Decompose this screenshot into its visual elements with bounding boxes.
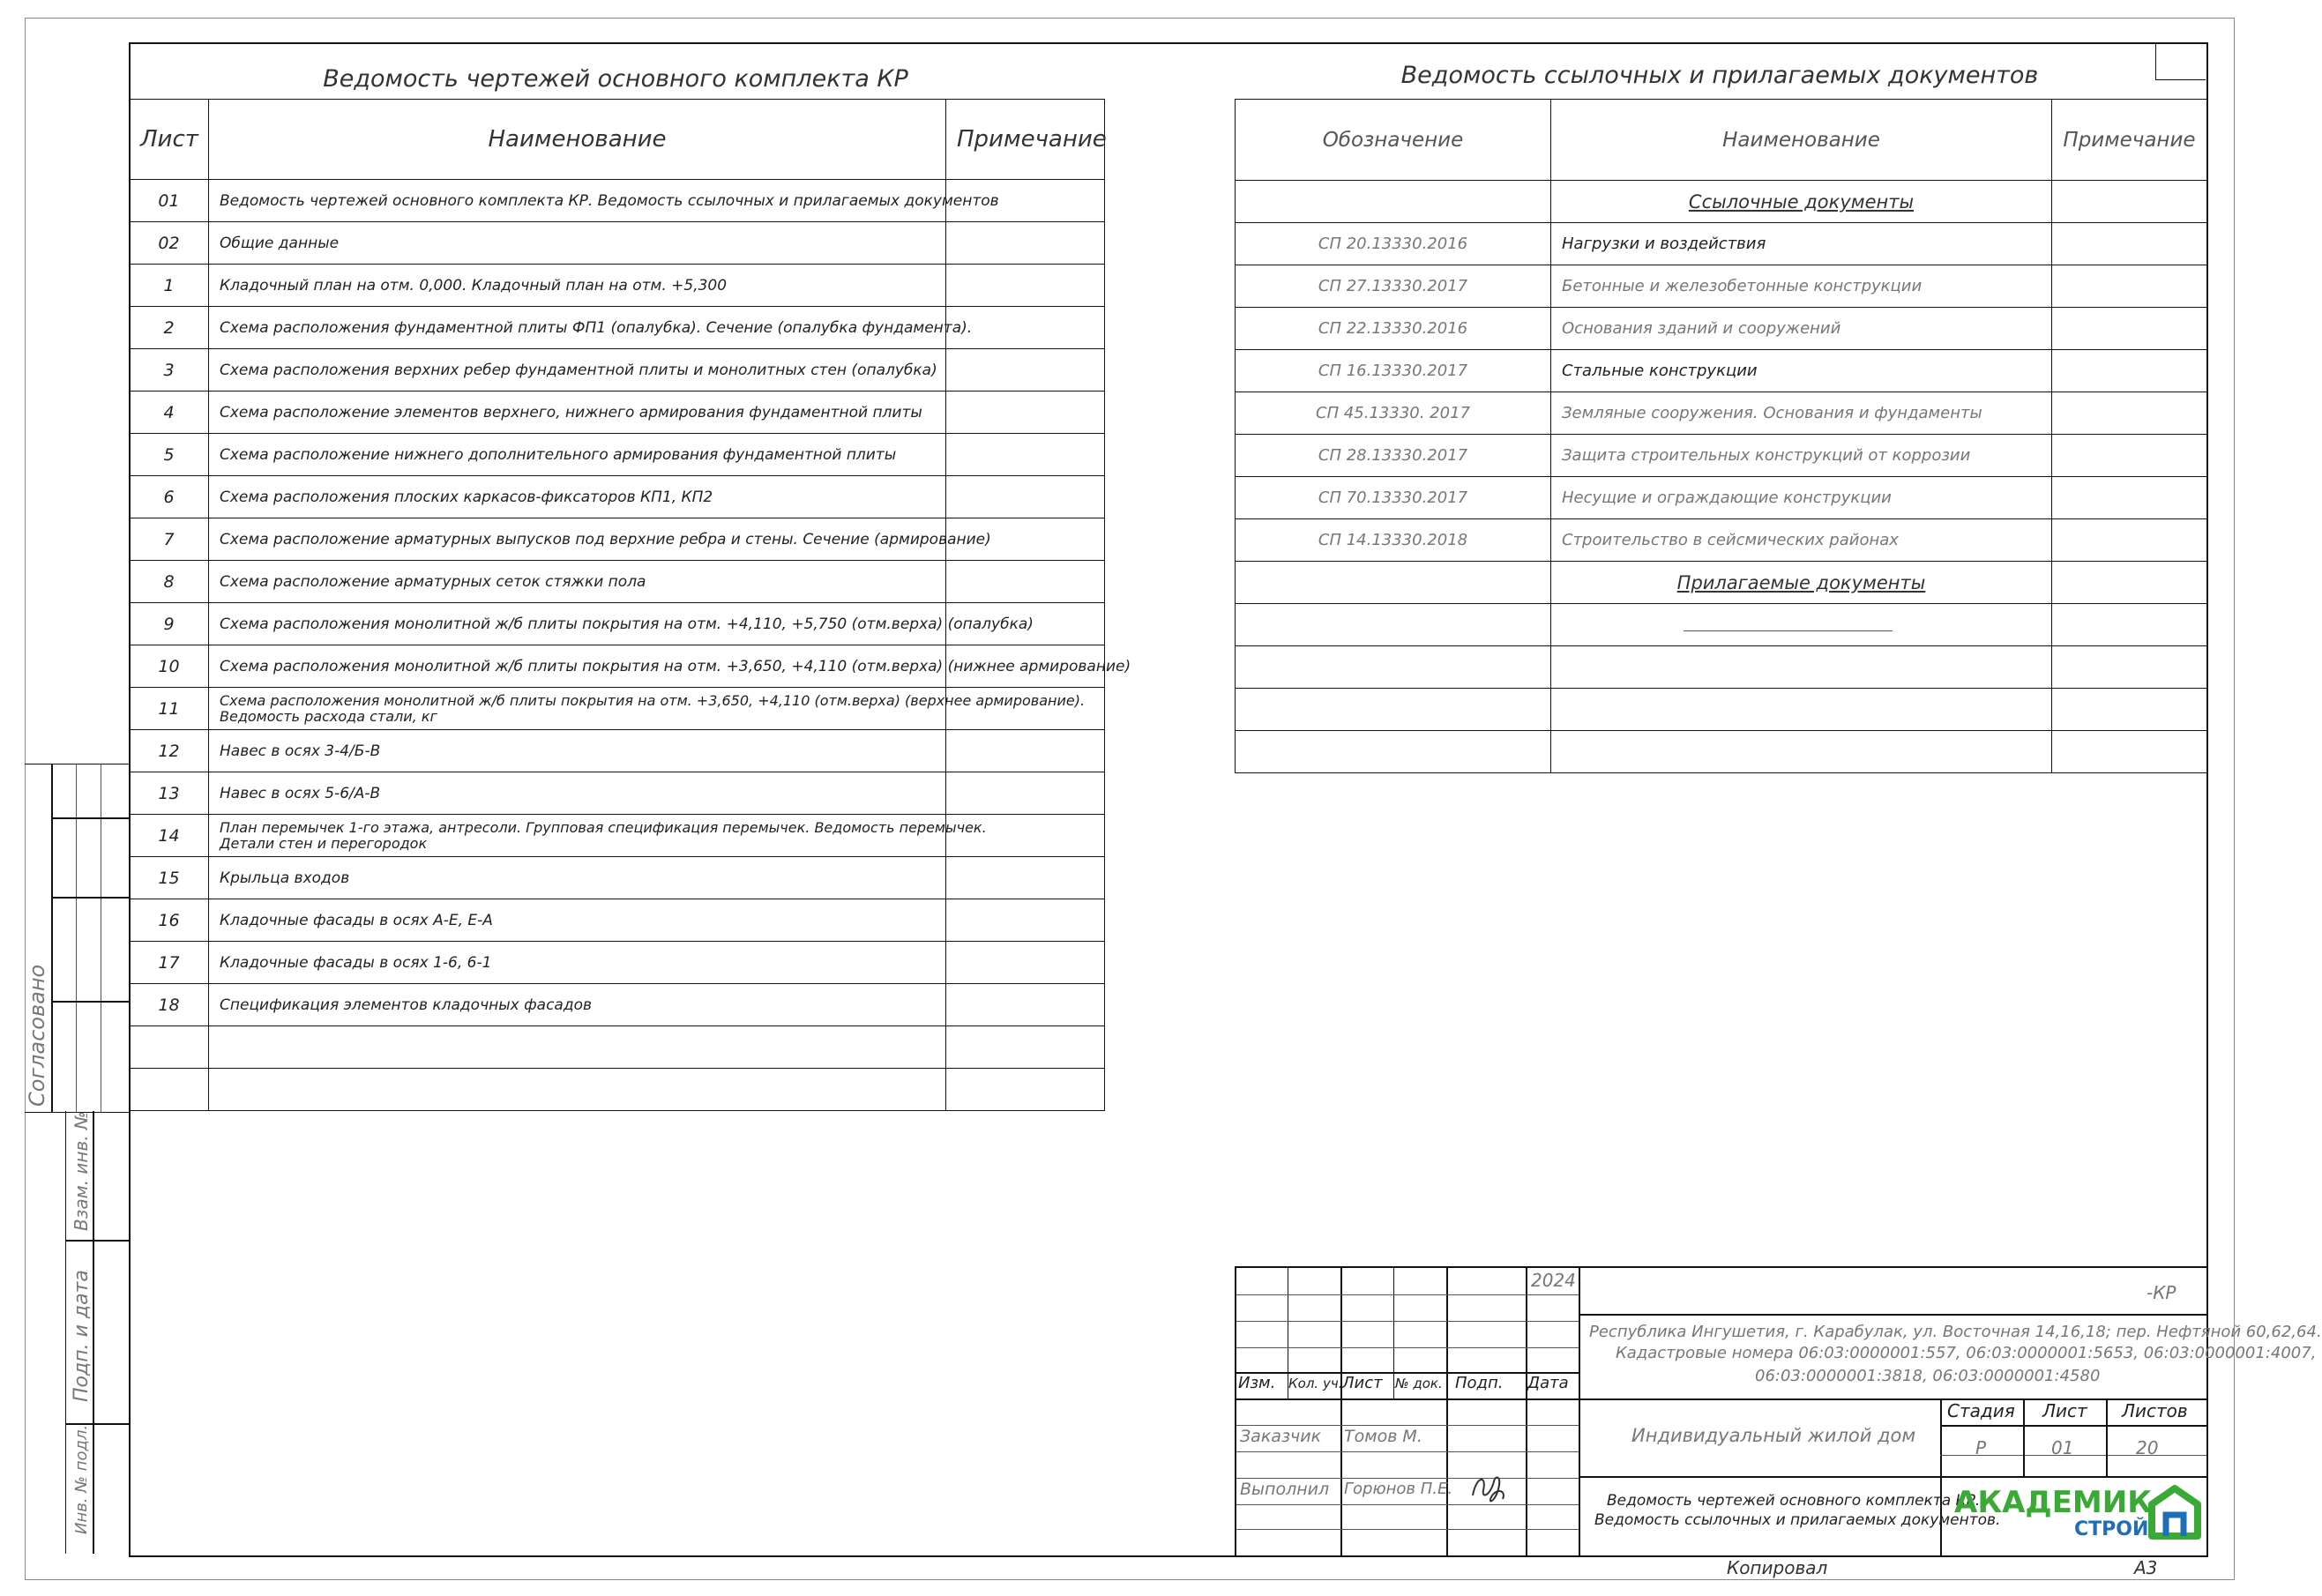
row-sheet: 12	[130, 730, 209, 772]
row-name: Схема расположения верхних ребер фундаментной плиты и монолитных стен (опалубка)	[209, 349, 946, 392]
row-sheet: 11	[130, 688, 209, 730]
table-row	[130, 561, 1105, 603]
table-row	[130, 180, 1105, 222]
table-row	[130, 434, 1105, 476]
row-code: СП 16.13330.2017	[1236, 350, 1551, 392]
doc-title-line1: Ведомость чертежей основного комплекта КР.	[1607, 1492, 1981, 1510]
tb-cadastral-1: Кадастровые номера 06:03:0000001:557, 06:03:0000001:5653, 06:03:0000001:4007,	[1616, 1344, 2317, 1362]
row-name: Ведомость чертежей основного комплекта КР. Ведомость ссылочных и прилагаемых документов	[209, 180, 946, 222]
row-note	[946, 984, 1105, 1026]
row-name: Защита строительных конструкций от коррозии	[1551, 435, 2052, 477]
table-row-empty	[1236, 731, 2207, 773]
row-name: Стальные конструкции	[1551, 350, 2052, 392]
row-sheet: 01	[130, 180, 209, 222]
row-sheet: 16	[130, 899, 209, 942]
tb-code: -КР	[2147, 1282, 2176, 1303]
attached-blank-line	[1684, 630, 1893, 631]
table-row	[130, 942, 1105, 984]
row-sheet: 17	[130, 942, 209, 984]
row-code: СП 27.13330.2017	[1236, 265, 1551, 308]
row-name: Несущие и ограждающие конструкции	[1551, 477, 2052, 519]
table-row	[130, 645, 1105, 688]
row-name: Схема расположение арматурных сеток стяжки пола	[209, 561, 946, 603]
agreed-label: Согласовано	[25, 964, 49, 1107]
logo-text-sub: СТРОЙ	[2074, 1518, 2149, 1540]
col-data: Дата	[1527, 1374, 1569, 1392]
header-sheet: Лист	[130, 100, 209, 180]
table-row	[130, 857, 1105, 899]
row-name: Спецификация элементов кладочных фасадов	[209, 984, 946, 1026]
row-name: Кладочные фасады в осях А-Е, Е-А	[209, 899, 946, 942]
row-name-line1: План перемычек 1-го этажа, антресоли. Групповая спецификация перемычек. Ведомость перемычек.	[220, 818, 987, 836]
row-sheet: 8	[130, 561, 209, 603]
row-name	[209, 688, 1086, 730]
inv-replace-label: Взам. инв. №	[71, 1111, 92, 1231]
tb-cadastral-2: 06:03:0000001:3818, 06:03:0000001:4580	[1755, 1367, 2101, 1385]
row-name: Схема расположение арматурных выпусков под верхние ребра и стены. Сечение (армирование)	[209, 518, 946, 561]
header-note: Примечание	[2052, 100, 2207, 181]
row-name: Бетонные и железобетонные конструкции	[1551, 265, 2052, 308]
row-name: Кладочный план на отм. 0,000. Кладочный план на отм. +5,300	[209, 265, 946, 307]
col-izm: Изм.	[1238, 1374, 1276, 1392]
row-name: Строительство в сейсмических районах	[1551, 519, 2052, 562]
row-note	[946, 349, 1105, 392]
table-row	[130, 518, 1105, 561]
row-name: Навес в осях 3-4/Б-В	[209, 730, 946, 772]
customer-name: Томов М.	[1344, 1427, 1422, 1446]
row-code: СП 45.13330. 2017	[1236, 392, 1551, 435]
table-row	[1236, 392, 2207, 435]
row-sheet: 18	[130, 984, 209, 1026]
table-row-empty	[1236, 689, 2207, 731]
row-name: Схема расположения монолитной ж/б плиты покрытия на отм. +4,110, +5,750 (отм.верха) (опалубка)	[209, 603, 946, 645]
row-sheet: 6	[130, 476, 209, 518]
row-sheet: 15	[130, 857, 209, 899]
table-row	[1236, 350, 2207, 392]
format-label: А3	[2134, 1557, 2158, 1578]
table-row-empty	[1236, 604, 2207, 646]
sheets-label: Листов	[2122, 1400, 2188, 1421]
row-name: Схема расположения плоских каркасов-фиксаторов КП1, КП2	[209, 476, 946, 518]
doc-title-line2: Ведомость ссылочных и прилагаемых документов.	[1594, 1511, 2001, 1529]
col-ndok: № док.	[1395, 1376, 1443, 1391]
sheets-value: 20	[2136, 1437, 2159, 1458]
row-sheet: 3	[130, 349, 209, 392]
table-row-empty	[130, 1069, 1105, 1111]
row-code: СП 70.13330.2017	[1236, 477, 1551, 519]
inv-orig-label: Инв. № подл.	[72, 1424, 91, 1534]
table-row	[130, 349, 1105, 392]
logo-text-main: АКАДЕМИК	[1954, 1485, 2153, 1520]
row-sheet: 9	[130, 603, 209, 645]
table-row	[130, 899, 1105, 942]
drawings-list-table	[129, 99, 1131, 1111]
reference-docs-table	[1235, 99, 2207, 773]
table-row	[130, 392, 1105, 434]
stage-value: Р	[1975, 1437, 1987, 1458]
row-code: СП 22.13330.2016	[1236, 308, 1551, 350]
row-note	[946, 392, 1105, 434]
section-row	[1236, 181, 2207, 223]
row-name: Навес в осях 5-6/А-В	[209, 772, 946, 815]
row-note	[946, 561, 1105, 603]
row-sheet: 14	[130, 815, 209, 857]
row-code: СП 28.13330.2017	[1236, 435, 1551, 477]
row-sheet: 4	[130, 392, 209, 434]
row-note	[946, 899, 1105, 942]
row-name-line2: Детали стен и перегородок	[220, 834, 428, 852]
table-row	[1236, 519, 2207, 562]
row-name: Схема расположение нижнего дополнительного армирования фундаментной плиты	[209, 434, 946, 476]
table-row	[130, 222, 1105, 265]
table-row	[1236, 435, 2207, 477]
table-row	[1236, 223, 2207, 265]
table-row	[130, 603, 1105, 645]
row-name: Общие данные	[209, 222, 946, 265]
row-note	[946, 265, 1105, 307]
row-note	[946, 476, 1105, 518]
col-list: Лист	[1342, 1374, 1383, 1392]
header-name: Наименование	[209, 100, 946, 180]
row-name: Крыльца входов	[209, 857, 946, 899]
header-code: Обозначение	[1236, 100, 1551, 181]
performer-label: Выполнил	[1240, 1480, 1330, 1499]
sign-date-label: Подп. и дата	[71, 1270, 93, 1402]
row-note	[946, 857, 1105, 899]
tb-address: Республика Ингушетия, г. Карабулак, ул. Восточная 14,16,18; пер. Нефтяной 60,62,64.	[1589, 1323, 2322, 1341]
row-name: Кладочные фасады в осях 1-6, 6-1	[209, 942, 946, 984]
sheet-value: 01	[2051, 1437, 2074, 1458]
row-sheet: 2	[130, 307, 209, 349]
row-name: Земляные сооружения. Основания и фундаменты	[1551, 392, 2052, 435]
row-sheet: 02	[130, 222, 209, 265]
section-reference-title: Ссылочные документы	[1551, 181, 2052, 223]
row-name: Нагрузки и воздействия	[1551, 223, 2052, 265]
table-row	[1236, 265, 2207, 308]
tb-year: 2024	[1531, 1270, 1576, 1291]
copied-label: Копировал	[1727, 1557, 1828, 1578]
table-row	[1236, 477, 2207, 519]
right-table-title: Ведомость ссылочных и прилагаемых документов	[1400, 62, 2039, 89]
row-note	[946, 772, 1105, 815]
row-sheet: 5	[130, 434, 209, 476]
row-note	[946, 942, 1105, 984]
row-note	[946, 730, 1105, 772]
sheet-label: Лист	[2042, 1400, 2087, 1421]
header-note: Примечание	[946, 100, 1105, 180]
table-row	[1236, 308, 2207, 350]
table-row	[130, 730, 1105, 772]
section-row	[1236, 562, 2207, 604]
section-attached-title: Прилагаемые документы	[1551, 562, 2052, 604]
signature-icon	[1467, 1469, 1512, 1508]
table-row	[130, 476, 1105, 518]
customer-label: Заказчик	[1240, 1427, 1322, 1446]
object-name: Индивидуальный жилой дом	[1631, 1425, 1916, 1446]
table-row-empty	[130, 1026, 1105, 1069]
table-row	[130, 307, 1105, 349]
table-row	[130, 265, 1105, 307]
table-row	[130, 688, 1105, 730]
table-row	[130, 984, 1105, 1026]
left-table-title: Ведомость чертежей основного комплекта КР	[323, 65, 908, 93]
logo-house-icon	[2148, 1485, 2201, 1540]
stage-label: Стадия	[1947, 1400, 2015, 1421]
table-row	[130, 815, 1105, 857]
row-name: Схема расположение элементов верхнего, нижнего армирования фундаментной плиты	[209, 392, 946, 434]
row-name-line2: Ведомость расхода стали, кг	[220, 707, 437, 725]
row-sheet: 13	[130, 772, 209, 815]
row-name: Схема расположения фундаментной плиты ФП1 (опалубка). Сечение (опалубка фундамента).	[209, 307, 946, 349]
row-name: Схема расположения монолитной ж/б плиты покрытия на отм. +3,650, +4,110 (отм.верха) (нижнее армирование)	[209, 645, 946, 688]
header-name: Наименование	[1551, 100, 2052, 181]
row-code: СП 20.13330.2016	[1236, 223, 1551, 265]
row-name-line1: Схема расположения монолитной ж/б плиты покрытия на отм. +3,650, +4,110 (отм.верха) (верхнее армирование).	[220, 691, 1086, 709]
row-note	[946, 434, 1105, 476]
performer-name: Горюнов П.Е.	[1344, 1480, 1453, 1498]
table-row	[130, 772, 1105, 815]
col-kol: Кол. уч.	[1288, 1376, 1343, 1391]
row-name	[209, 815, 987, 857]
row-sheet: 7	[130, 518, 209, 561]
row-sheet: 1	[130, 265, 209, 307]
col-podp: Подп.	[1455, 1374, 1504, 1392]
row-code: СП 14.13330.2018	[1236, 519, 1551, 562]
row-name: Основания зданий и сооружений	[1551, 308, 2052, 350]
row-note	[946, 222, 1105, 265]
table-row-empty	[1236, 646, 2207, 689]
row-sheet: 10	[130, 645, 209, 688]
